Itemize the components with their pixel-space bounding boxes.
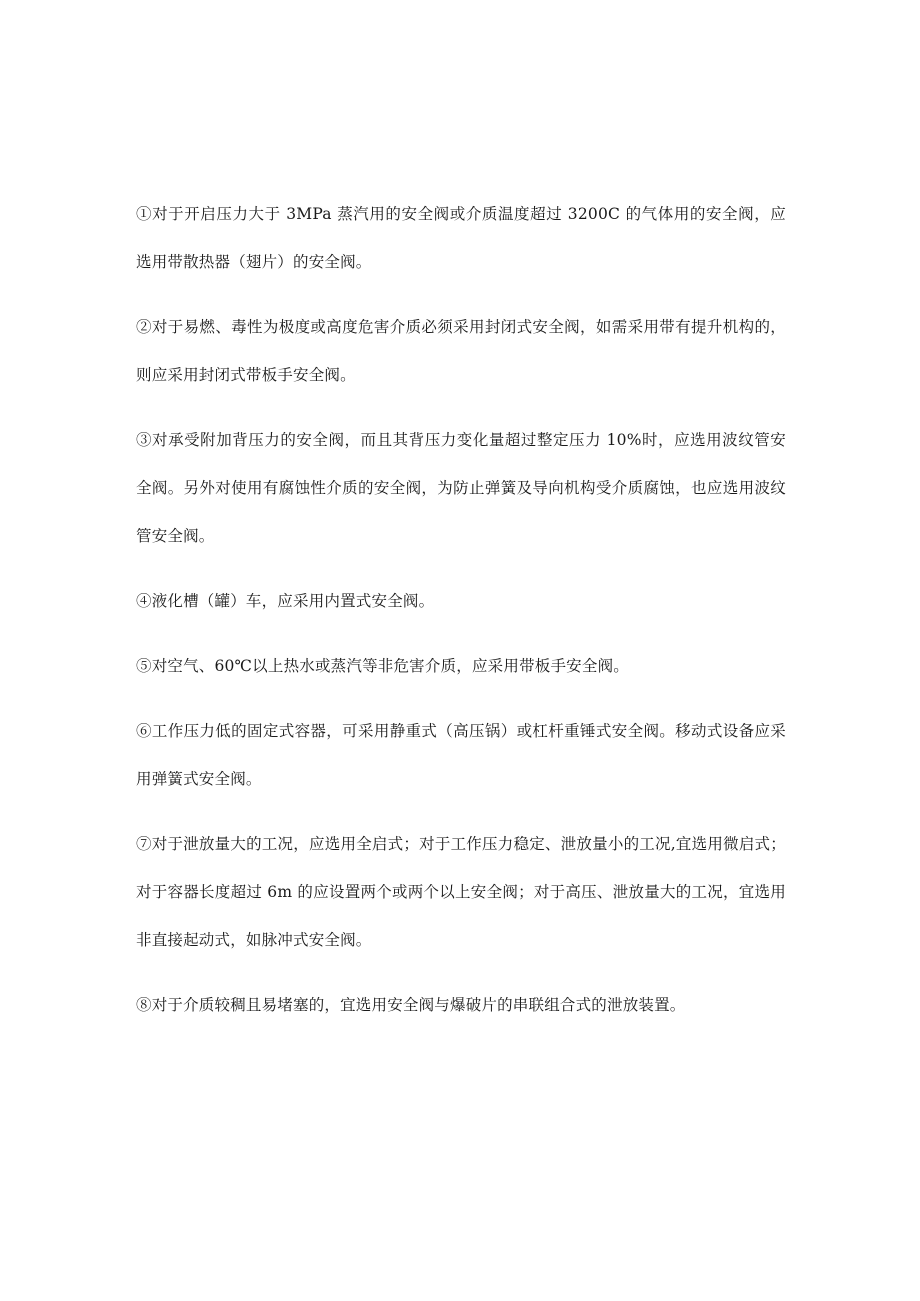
paragraph-5: ⑤对空气、60℃以上热水或蒸汽等非危害介质，应采用带板手安全阀。 [136,657,629,675]
paragraph-2: ②对于易燃、毒性为极度或高度危害介质必须采用封闭式安全阀，如需采用带有提升机构的，则应采用封闭式带板手安全阀。 [136,318,786,384]
paragraph-7: ⑦对于泄放量大的工况，应选用全启式；对于工作压力稳定、泄放量小的工况,宜选用微启式；对于容器长度超过 6m 的应设置两个或两个以上安全阀；对于高压、泄放量大的工况，宜选用非直接起动式，如脉冲式安全阀。 [136,835,786,949]
paragraph-3: ③对承受附加背压力的安全阀，而且其背压力变化量超过整定压力 10%时，应选用波纹管安全阀。另外对使用有腐蚀性介质的安全阀，为防止弹簧及导向机构受介质腐蚀，也应选用波纹管安全阀。 [136,431,786,545]
paragraph-6: ⑥工作压力低的固定式容器，可采用静重式（高压锅）或杠杆重锤式安全阀。移动式设备应采用弹簧式安全阀。 [136,722,786,788]
paragraph-4: ④液化槽（罐）车，应采用内置式安全阀。 [136,592,435,610]
paragraph-1: ①对于开启压力大于 3MPa 蒸汽用的安全阀或介质温度超过 3200C 的气体用的安全阀，应选用带散热器（翅片）的安全阀。 [136,205,786,271]
paragraph-8: ⑧对于介质较稠且易堵塞的，宜选用安全阀与爆破片的串联组合式的泄放装置。 [136,996,686,1014]
document-body [136,190,786,1029]
